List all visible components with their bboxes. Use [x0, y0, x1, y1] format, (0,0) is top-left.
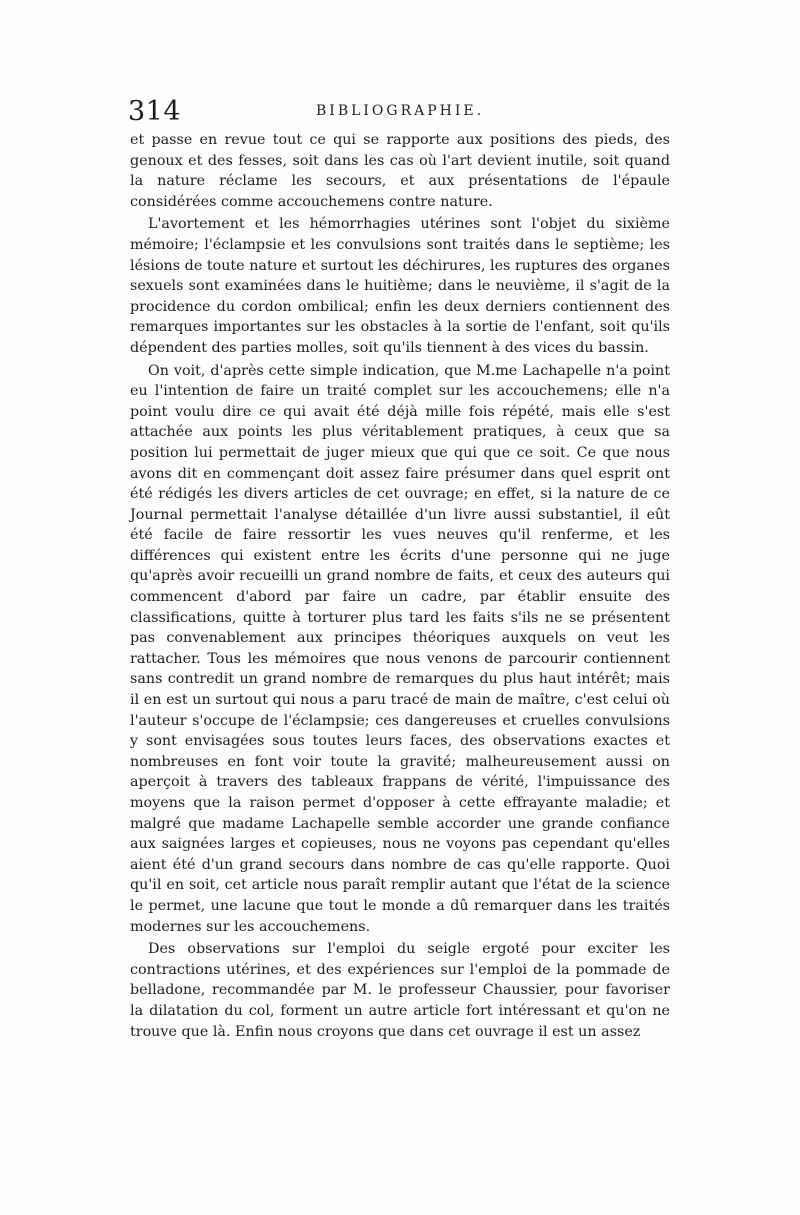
running-head: BIBLIOGRAPHIE. [316, 103, 485, 119]
page-header [128, 96, 676, 130]
page-number: 314 [128, 96, 182, 127]
paragraph: L'avortement et les hémorrhagies utérines sont l'objet du sixième mémoire; l'éclampsie et les convulsions sont traités dans le septième; les lésions de toute nature et surtout les déchirures, les ruptures des organes sexuels sont examinées dans le huitième; dans le neuvième, il s'agit de la procidence du cordon ombilical; enfin les deux derniers contiennent des remarques importantes sur les obstacles à la sortie de l'enfant, soit qu'ils dépendent des parties molles, soit qu'ils tiennent à des vices du bassin. [130, 216, 670, 356]
paragraph: Des observations sur l'emploi du seigle ergoté pour exciter les contractions utérines, et des expériences sur l'emploi de la pommade de belladone, recommandée par M. le professeur Chaussier, pour favoriser la dilatation du col, forment un autre article fort intéressant et qu'on ne trouve que là. Enfin nous croyons que dans cet ouvrage il est un assez [130, 941, 670, 1040]
paragraph: On voit, d'après cette simple indication, que M.me Lachapelle n'a point eu l'intention de faire un traité complet sur les accouchemens; elle n'a point voulu dire ce qui avait été déjà mille fois répété, mais elle s'est attachée aux points les plus véritablement pratiques, à ceux que sa position lui permettait de juger mieux que qui que ce soit. Ce que nous avons dit en commençant doit assez faire présumer dans quel esprit ont été rédigés les divers articles de cet ouvrage; en effet, si la nature de ce Journal permettait l'analyse détaillée d'un livre aussi substantiel, il eût été facile de faire ressortir les vues neuves qu'il renferme, et les différences qui existent entre les écrits d'une personne qui ne juge qu'après avoir recueilli un grand nombre de faits, et ceux des auteurs qui commencent d'abord par faire un cadre, par établir ensuite des classifications, quitte à torturer plus tard les faits s'ils ne se présentent pas convenablement aux principes théoriques auxquels on veut les rattacher. Tous les mémoires que nous venons de parcourir contiennent sans contredit un grand nombre de remarques du plus haut intérêt; mais il en est un surtout qui nous a paru tracé de main de maître, c'est celui où l'auteur s'occupe de l'éclampsie; ces dangereuses et cruelles convulsions y sont envisagées sous toutes leurs faces, des observations exactes et nombreuses en font voir toute la gravité; malheureusement aussi on aperçoit à travers des tableaux frappans de vérité, l'impuissance des moyens que la raison permet d'opposer à cette effrayante maladie; et malgré que madame Lachapelle semble accorder une grande confiance aux saignées larges et copieuses, nous ne voyons pas cependant qu'elles aient été d'un grand secours dans nombre de cas qu'elle rapporte. Quoi qu'il en soit, cet article nous paraît remplir autant que l'état de la science le permet, une lacune que tout le monde a dû remarquer dans les traités modernes sur les accouchemens. [130, 362, 670, 935]
paragraph-continuation: et passe en revue tout ce qui se rapporte aux positions des pieds, des genoux et des fesses, soit dans les cas où l'art devient inutile, soit quand la nature réclame les secours, et aux présentations de l'épaule considérées comme accouchemens contre nature. [130, 132, 670, 210]
body-text [130, 130, 670, 1042]
